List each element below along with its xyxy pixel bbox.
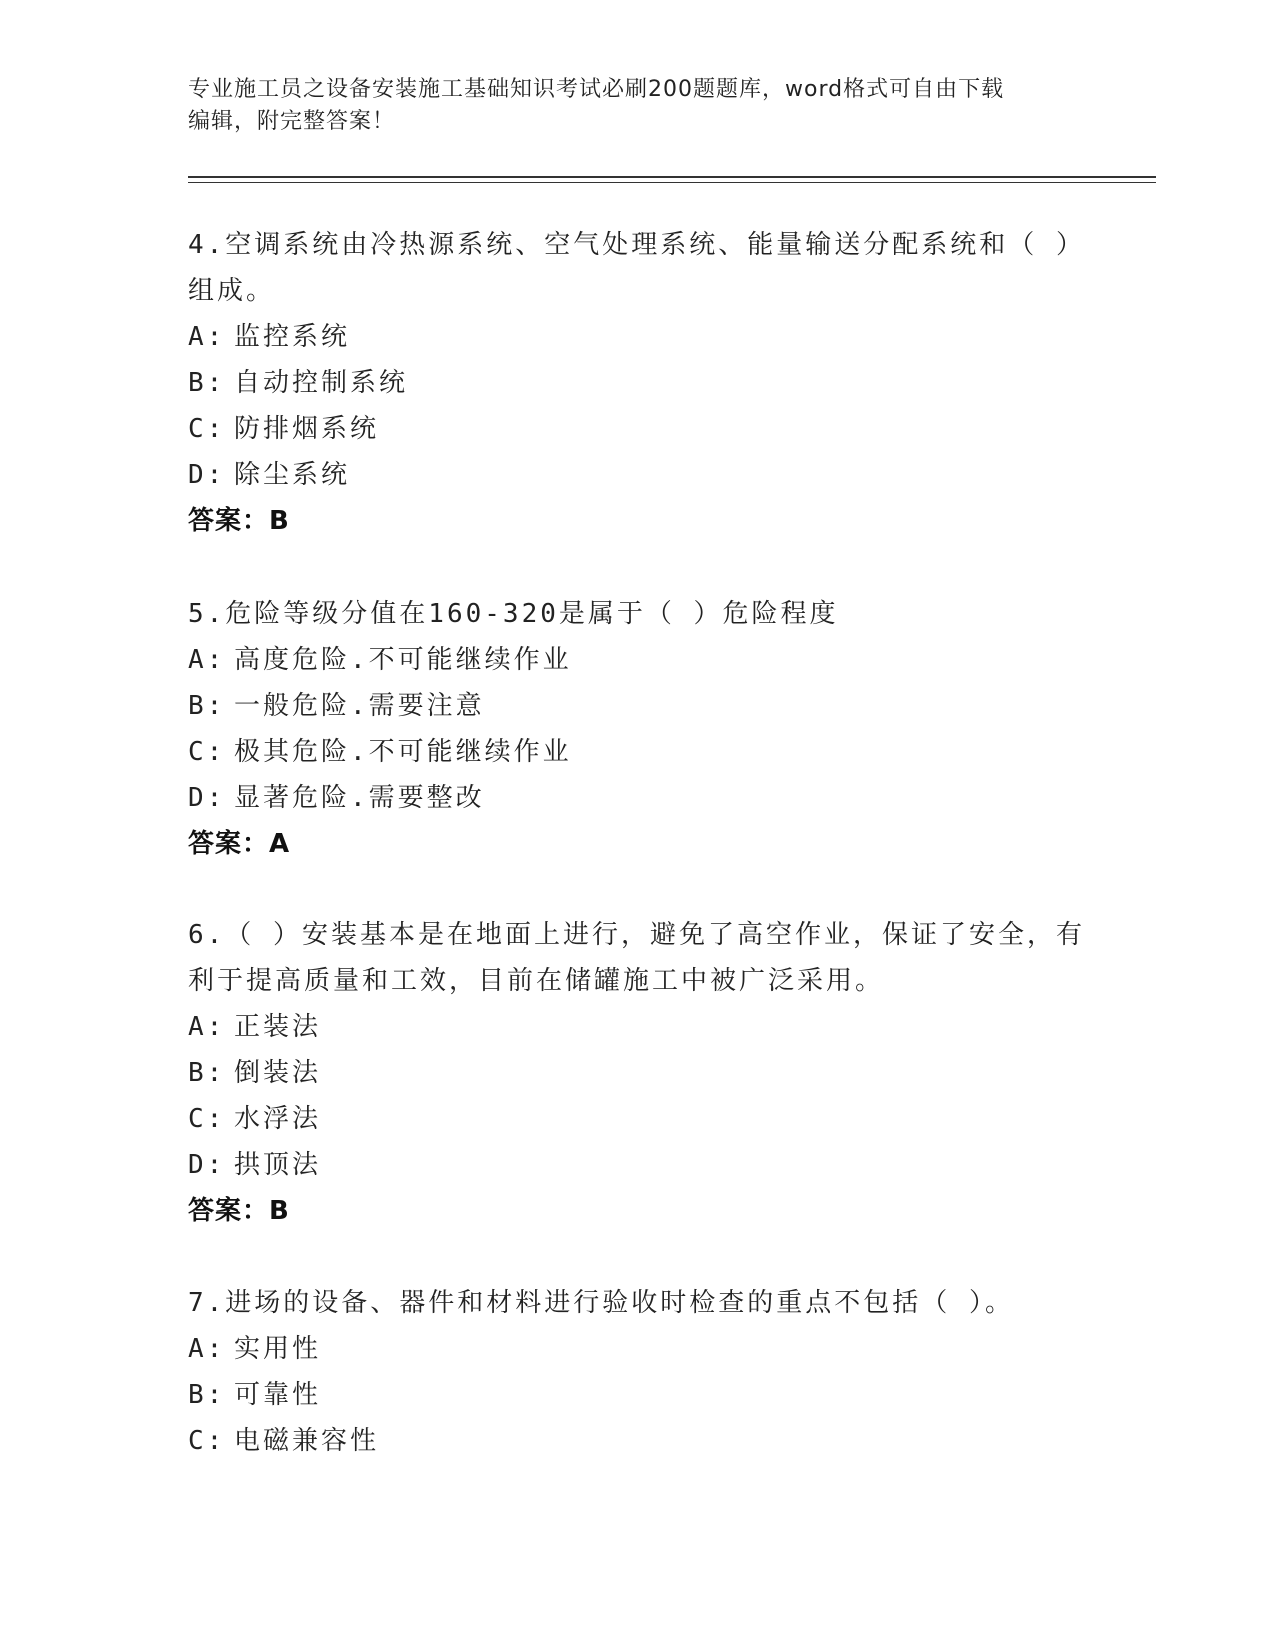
option-key: A:	[188, 645, 226, 675]
option-text: 自动控制系统	[234, 368, 409, 398]
option-text: 倒装法	[234, 1058, 322, 1088]
option-key: A:	[188, 322, 226, 352]
question-stem-line: 利于提高质量和工效，目前在储罐施工中被广泛采用。	[188, 966, 885, 996]
header-divider-thin	[188, 182, 1156, 183]
option-key: D:	[188, 460, 226, 490]
option-text: 除尘系统	[234, 460, 351, 490]
option-key: B:	[188, 1058, 226, 1088]
answer-line: 答案：A	[188, 829, 291, 859]
option-item	[188, 452, 1088, 498]
question-stem-line: 4.空调系统由冷热源系统、空气处理系统、能量输送分配系统和（ ）	[188, 230, 1085, 260]
option-item	[188, 1050, 1088, 1096]
option-item	[188, 406, 1088, 452]
question-stem-line: 6.（ ）安装基本是在地面上进行，避免了高空作业，保证了安全，有	[188, 920, 1085, 950]
option-key: C:	[188, 1426, 226, 1456]
option-key: B:	[188, 368, 226, 398]
header-line-2: 编辑，附完整答案！	[188, 109, 396, 134]
question-block	[188, 912, 1088, 1234]
option-text: 监控系统	[234, 322, 351, 352]
option-item	[188, 775, 1088, 821]
question-stem-line: 7.进场的设备、器件和材料进行验收时检查的重点不包括（ ）。	[188, 1288, 1014, 1318]
option-item	[188, 1418, 1088, 1464]
option-item	[188, 314, 1088, 360]
option-text: 水浮法	[234, 1104, 322, 1134]
option-key: B:	[188, 1380, 226, 1410]
option-item	[188, 360, 1088, 406]
option-item	[188, 637, 1088, 683]
option-text: 电磁兼容性	[234, 1426, 380, 1456]
option-text: 一般危险.需要注意	[234, 691, 485, 721]
option-text: 可靠性	[234, 1380, 322, 1410]
option-item	[188, 1372, 1088, 1418]
option-text: 防排烟系统	[234, 414, 380, 444]
answer-line: 答案：B	[188, 1196, 290, 1226]
option-key: C:	[188, 414, 226, 444]
header-line-1: 专业施工员之设备安装施工基础知识考试必刷200题题库，word格式可自由下载	[188, 77, 1005, 102]
option-item	[188, 1142, 1088, 1188]
option-text: 高度危险.不可能继续作业	[234, 645, 572, 675]
option-item	[188, 683, 1088, 729]
option-text: 极其危险.不可能继续作业	[234, 737, 572, 767]
option-key: D:	[188, 1150, 226, 1180]
question-block	[188, 222, 1088, 544]
option-text: 显著危险.需要整改	[234, 783, 485, 813]
question-block	[188, 591, 1088, 867]
answer-line: 答案：B	[188, 506, 290, 536]
header-divider-thick	[188, 176, 1156, 178]
option-item	[188, 1096, 1088, 1142]
option-key: C:	[188, 1104, 226, 1134]
option-text: 实用性	[234, 1334, 322, 1364]
question-block	[188, 1280, 1088, 1464]
option-key: D:	[188, 783, 226, 813]
question-stem-line: 5.危险等级分值在160-320是属于（ ）危险程度	[188, 599, 839, 629]
option-item	[188, 1326, 1088, 1372]
option-text: 正装法	[234, 1012, 322, 1042]
document-header	[188, 74, 1068, 138]
option-key: A:	[188, 1012, 226, 1042]
option-key: A:	[188, 1334, 226, 1364]
option-item	[188, 729, 1088, 775]
option-text: 拱顶法	[234, 1150, 322, 1180]
option-item	[188, 1004, 1088, 1050]
option-key: C:	[188, 737, 226, 767]
option-key: B:	[188, 691, 226, 721]
question-stem-line: 组成。	[188, 276, 276, 306]
